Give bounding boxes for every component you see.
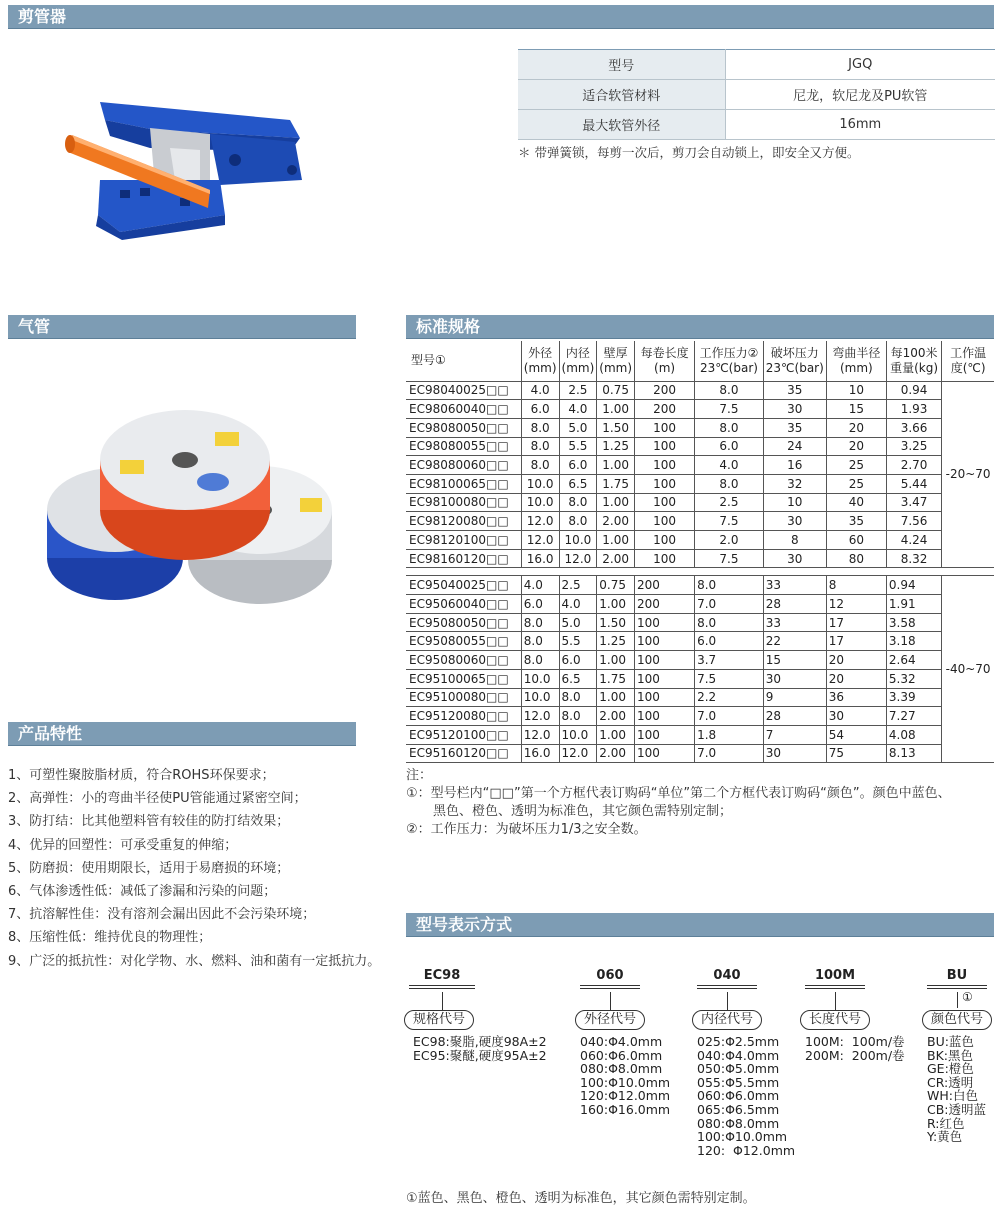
column-header: 工作温 度(℃) [942, 341, 994, 381]
table-cell: 35 [763, 381, 826, 400]
table-cell: EC95100080□□ [406, 688, 521, 707]
table-cell: 40 [826, 493, 886, 512]
table-cell: 8.0 [559, 707, 597, 726]
table-cell: 100 [635, 688, 695, 707]
table-cell: 1.00 [597, 595, 635, 614]
table-row [518, 110, 995, 140]
section-bar-cutter [8, 5, 994, 29]
table-cell: 4.0 [521, 576, 559, 595]
table-cell: 8.0 [559, 493, 597, 512]
table-cell: 16.0 [521, 549, 559, 568]
section-title: 型号表示方式 [416, 915, 513, 934]
table-row [518, 80, 995, 110]
model-code-part [580, 968, 640, 989]
code-text: EC98 [423, 968, 461, 983]
section-bar-spec [406, 315, 994, 339]
table-cell: 7.5 [695, 669, 764, 688]
table-cell: 8.0 [521, 418, 559, 437]
table-cell: 30 [826, 707, 886, 726]
spec-notes [406, 767, 951, 839]
table-cell: 100 [635, 632, 695, 651]
table-row [406, 381, 994, 400]
table-cell: 100 [635, 493, 695, 512]
table-cell: 8.0 [521, 613, 559, 632]
table-cell: 3.25 [886, 437, 941, 456]
table-cell: 7 [763, 725, 826, 744]
table-cell: 17 [826, 632, 886, 651]
table-row [406, 456, 994, 475]
table-cell: 33 [763, 576, 826, 595]
table-cell: 8.0 [521, 437, 559, 456]
table-cell: 4.0 [521, 381, 559, 400]
table-cell: 3.39 [886, 688, 941, 707]
table-cell: 0.94 [886, 576, 941, 595]
code-label-pill: 外径代号 [575, 1010, 645, 1030]
model-code-part [927, 968, 987, 989]
table-row [406, 651, 994, 670]
table-cell: 7.56 [886, 512, 941, 531]
table-cell: 1.00 [597, 493, 635, 512]
table-cell: 16 [763, 456, 826, 475]
table-cell: 10.0 [559, 725, 597, 744]
pipe-cutter-image [60, 90, 320, 250]
table-cell: 10.0 [521, 493, 559, 512]
table-row [406, 576, 994, 595]
table-cell: 2.00 [597, 512, 635, 531]
table-cell: 5.5 [559, 437, 597, 456]
table-cell: 32 [763, 474, 826, 493]
column-header: 型号① [406, 341, 521, 381]
table-cell: 200 [635, 400, 695, 419]
table-cell: 2.5 [559, 576, 597, 595]
table-cell: 54 [826, 725, 886, 744]
table-cell: 8.0 [521, 651, 559, 670]
section-bar-model [406, 913, 994, 937]
table-cell: 28 [763, 595, 826, 614]
table-cell: 5.32 [886, 669, 941, 688]
table-cell: 5.44 [886, 474, 941, 493]
table-cell: 12 [826, 595, 886, 614]
table-cell: EC98160120□□ [406, 549, 521, 568]
tube-spec-table [406, 341, 994, 763]
list-item: 2、高弹性：小的弯曲半径使PU管能通过紧密空间； [8, 791, 307, 807]
temp-range-cell: -20~70 [942, 381, 994, 568]
table-cell: 30 [763, 512, 826, 531]
table-row [406, 707, 994, 726]
table-cell: 35 [826, 512, 886, 531]
table-cell: 12.0 [521, 725, 559, 744]
table-cell: 30 [763, 669, 826, 688]
table-cell: 30 [763, 744, 826, 763]
table-cell: 4.08 [886, 725, 941, 744]
table-cell: EC95100065□□ [406, 669, 521, 688]
table-cell: 8.0 [695, 613, 764, 632]
table-cell: 1.00 [597, 688, 635, 707]
table-row [406, 613, 994, 632]
column-header: 壁厚 (mm) [597, 341, 635, 381]
table-row [406, 493, 994, 512]
table-cell: 100 [635, 437, 695, 456]
table-cell: 8.0 [695, 418, 764, 437]
temp-range-cell: -40~70 [942, 576, 994, 763]
table-cell: 6.5 [559, 669, 597, 688]
table-cell: 36 [826, 688, 886, 707]
table-row [406, 531, 994, 550]
table-cell: 4.0 [559, 595, 597, 614]
table-cell: 4.24 [886, 531, 941, 550]
table-cell: 6.0 [521, 400, 559, 419]
note-2: ②：工作压力：为破坏压力1/3之安全数。 [406, 822, 647, 837]
table-cell: 20 [826, 437, 886, 456]
table-cell: 1.75 [597, 474, 635, 493]
code-label-pill: 颜色代号 [922, 1010, 992, 1030]
column-header: 每卷长度 (m) [635, 341, 695, 381]
table-cell: 200 [635, 576, 695, 595]
table-cell: 8.32 [886, 549, 941, 568]
code-description: 040:Φ4.0mm 060:Φ6.0mm 080:Φ8.0mm 100:Φ10.0mm 120:Φ12.0mm 160:Φ16.0mm [580, 1034, 671, 1117]
table-cell: 6.0 [559, 456, 597, 475]
table-cell: 3.58 [886, 613, 941, 632]
table-row [406, 418, 994, 437]
table-row [518, 50, 995, 80]
table-cell: 12.0 [521, 531, 559, 550]
section-title: 产品特性 [18, 724, 83, 743]
table-cell: EC95080055□□ [406, 632, 521, 651]
table-cell: 100 [635, 744, 695, 763]
table-cell: 2.70 [886, 456, 941, 475]
table-cell: 2.2 [695, 688, 764, 707]
table-row [406, 512, 994, 531]
table-cell: 10.0 [521, 669, 559, 688]
table-cell: 0.75 [597, 576, 635, 595]
table-cell: 7.27 [886, 707, 941, 726]
table-cell: 35 [763, 418, 826, 437]
table-cell: 24 [763, 437, 826, 456]
features-list [8, 764, 380, 973]
table-cell: 75 [826, 744, 886, 763]
table-cell: 2.00 [597, 707, 635, 726]
table-cell: 100 [635, 456, 695, 475]
code-text: BU [946, 968, 968, 983]
table-cell: EC98120100□□ [406, 531, 521, 550]
table-cell: 7.0 [695, 595, 764, 614]
table-cell: 10.0 [521, 688, 559, 707]
bu-footnote-mark: ① [962, 990, 973, 1004]
table-cell: EC98080055□□ [406, 437, 521, 456]
list-item: 1、可塑性聚胺脂材质，符合ROHS环保要求； [8, 768, 275, 783]
table-cell: EC98080050□□ [406, 418, 521, 437]
code-text: 100M [814, 968, 856, 983]
table-cell: 7.0 [695, 707, 764, 726]
table-cell: 2.0 [695, 531, 764, 550]
column-header: 弯曲半径 (mm) [826, 341, 886, 381]
table-cell: 2.5 [559, 381, 597, 400]
table-cell: 100 [635, 549, 695, 568]
table-cell: EC95080060□□ [406, 651, 521, 670]
section-title: 气管 [18, 317, 51, 336]
list-item: 8、压缩性低：维持优良的物理性； [8, 930, 212, 946]
table-row [406, 744, 994, 763]
table-cell: 17 [826, 613, 886, 632]
list-item: 4、优异的回塑性：可承受重复的伸缩； [8, 837, 238, 853]
column-header: 工作压力② 23℃(bar) [695, 341, 764, 381]
table-row [406, 549, 994, 568]
table-cell: 5.0 [559, 613, 597, 632]
table-cell: 30 [763, 549, 826, 568]
table-row [406, 595, 994, 614]
table-cell: 1.8 [695, 725, 764, 744]
table-cell: 6.0 [695, 632, 764, 651]
section-bar-tube [8, 315, 356, 339]
table-cell: EC95040025□□ [406, 576, 521, 595]
table-cell: 100 [635, 418, 695, 437]
table-cell: 100 [635, 669, 695, 688]
table-cell: EC95160120□□ [406, 744, 521, 763]
list-item: 6、气体渗透性低：减低了渗漏和污染的问题； [8, 884, 277, 900]
table-cell: 6.5 [559, 474, 597, 493]
table-cell: 100 [635, 474, 695, 493]
table-cell: EC98120080□□ [406, 512, 521, 531]
table-cell: 7.0 [695, 744, 764, 763]
table-cell: 28 [763, 707, 826, 726]
table-cell: 8.0 [521, 632, 559, 651]
spec-value: 16mm [725, 110, 995, 140]
note-1b: 黑色、橙色、透明为标准色，其它颜色需特别定制； [433, 804, 733, 819]
table-cell: 1.00 [597, 531, 635, 550]
table-cell: EC95120100□□ [406, 725, 521, 744]
table-cell: EC95060040□□ [406, 595, 521, 614]
table-cell: 25 [826, 474, 886, 493]
table-cell: 1.00 [597, 725, 635, 744]
table-cell: EC95120080□□ [406, 707, 521, 726]
list-item: 3、防打结：比其他塑料管有较佳的防打结效果； [8, 814, 290, 830]
column-header: 外径 (mm) [521, 341, 559, 381]
table-cell: EC95080050□□ [406, 613, 521, 632]
code-description: 100M: 100m/卷 200M: 200m/卷 [805, 1034, 905, 1063]
table-cell: 100 [635, 613, 695, 632]
table-cell: 1.00 [597, 651, 635, 670]
table-cell: 10 [763, 493, 826, 512]
table-cell: 7.5 [695, 512, 764, 531]
table-cell: 2.5 [695, 493, 764, 512]
table-cell: 20 [826, 669, 886, 688]
table-cell: 1.93 [886, 400, 941, 419]
table-cell: 1.91 [886, 595, 941, 614]
table-cell: 4.0 [559, 400, 597, 419]
spec-value: JGQ [725, 50, 995, 80]
table-cell: 8 [826, 576, 886, 595]
code-label-pill: 内径代号 [692, 1010, 762, 1030]
table-cell: 30 [763, 400, 826, 419]
table-cell: 8.13 [886, 744, 941, 763]
table-cell: 1.25 [597, 437, 635, 456]
table-cell: EC98100065□□ [406, 474, 521, 493]
column-header: 破坏压力 23℃(bar) [763, 341, 826, 381]
table-cell: 6.0 [695, 437, 764, 456]
table-row [406, 669, 994, 688]
table-cell: 80 [826, 549, 886, 568]
table-cell: 10 [826, 381, 886, 400]
note-1a: ①：型号栏内“□□”第一个方框代表订购码“单位”第二个方框代表订购码“颜色”。颜色中蓝色、 [406, 786, 951, 801]
table-cell: 7.5 [695, 549, 764, 568]
table-cell: 12.0 [559, 549, 597, 568]
table-cell: 20 [826, 651, 886, 670]
spec-label: 型号 [518, 50, 725, 80]
table-cell: 10.0 [559, 531, 597, 550]
spec-label: 最大软管外径 [518, 110, 725, 140]
code-text: 060 [596, 968, 624, 983]
table-cell: EC98080060□□ [406, 456, 521, 475]
table-cell: 15 [826, 400, 886, 419]
table-cell: 8 [763, 531, 826, 550]
table-cell: 2.64 [886, 651, 941, 670]
section-bar-features [8, 722, 356, 746]
model-code-part [409, 968, 475, 989]
code-text: 040 [713, 968, 741, 983]
cutter-spec-table [518, 49, 995, 140]
table-row [406, 474, 994, 493]
table-cell: EC98060040□□ [406, 400, 521, 419]
list-item: 5、防磨损：使用期限长，适用于易磨损的环境； [8, 860, 290, 876]
table-cell: 5.0 [559, 418, 597, 437]
table-cell: 3.47 [886, 493, 941, 512]
table-row [406, 400, 994, 419]
spec-value: 尼龙，软尼龙及PU软管 [725, 80, 995, 110]
table-cell: 2.00 [597, 744, 635, 763]
spec-label: 适合软管材料 [518, 80, 725, 110]
table-cell: 100 [635, 512, 695, 531]
table-cell: 25 [826, 456, 886, 475]
table-cell: 4.0 [695, 456, 764, 475]
table-cell: 15 [763, 651, 826, 670]
code-description: 025:Φ2.5mm 040:Φ4.0mm 050:Φ5.0mm 055:Φ5.5mm 060:Φ6.0mm 065:Φ6.5mm 080:Φ8.0mm 100:Φ10.0mm 120: Φ12.0mm [697, 1034, 796, 1158]
table-cell: 0.75 [597, 381, 635, 400]
table-cell: 2.00 [597, 549, 635, 568]
table-cell: 1.75 [597, 669, 635, 688]
code-description: EC98:聚脂,硬度98A±2 EC95:聚醚,硬度95A±2 [413, 1034, 547, 1063]
table-cell: 7.5 [695, 400, 764, 419]
table-cell: 0.94 [886, 381, 941, 400]
table-cell: 1.50 [597, 613, 635, 632]
table-cell: 100 [635, 707, 695, 726]
table-cell: EC98040025□□ [406, 381, 521, 400]
table-cell: 60 [826, 531, 886, 550]
table-cell: EC98100080□□ [406, 493, 521, 512]
table-cell: 12.0 [521, 707, 559, 726]
code-description: BU:蓝色 BK:黑色 GE:橙色 CR:透明 WH:白色 CB:透明蓝 R:红色 Y:黄色 [927, 1034, 987, 1145]
list-item: 7、抗溶解性佳：没有溶剂会漏出因此不会污染环境； [8, 907, 316, 923]
section-title: 标准规格 [416, 317, 481, 336]
table-cell: 1.00 [597, 456, 635, 475]
table-cell: 8.0 [559, 512, 597, 531]
table-cell: 3.18 [886, 632, 941, 651]
table-cell: 12.0 [559, 744, 597, 763]
section-title: 剪管器 [18, 7, 67, 26]
table-cell: 3.66 [886, 418, 941, 437]
table-cell: 100 [635, 725, 695, 744]
table-cell: 200 [635, 381, 695, 400]
table-cell: 1.25 [597, 632, 635, 651]
table-cell: 8.0 [695, 576, 764, 595]
table-cell: 100 [635, 651, 695, 670]
table-cell: 3.7 [695, 651, 764, 670]
model-code-part [805, 968, 865, 989]
table-cell: 6.0 [559, 651, 597, 670]
table-cell: 6.0 [521, 595, 559, 614]
table-cell: 8.0 [695, 381, 764, 400]
table-cell: 1.50 [597, 418, 635, 437]
column-header: 每100米 重量(kg) [886, 341, 941, 381]
table-cell: 33 [763, 613, 826, 632]
table-row [406, 725, 994, 744]
list-item: 9、广泛的抵抗性：对化学物、水、燃料、油和菌有一定抵抗力。 [8, 953, 381, 969]
cutter-note: ＊ 带弹簧锁，每剪一次后，剪刀会自动锁上，即安全又方便。 [518, 145, 860, 160]
table-row [406, 688, 994, 707]
color-footnote: ①蓝色、黑色、橙色、透明为标准色，其它颜色需特别定制。 [406, 1191, 756, 1206]
table-row [406, 437, 994, 456]
table-cell: 5.5 [559, 632, 597, 651]
table-cell: 9 [763, 688, 826, 707]
table-cell: 16.0 [521, 744, 559, 763]
table-cell: 8.0 [695, 474, 764, 493]
table-row [406, 632, 994, 651]
table-cell: 100 [635, 531, 695, 550]
table-cell: 1.00 [597, 400, 635, 419]
table-cell: 22 [763, 632, 826, 651]
table-cell: 20 [826, 418, 886, 437]
column-header: 内径 (mm) [559, 341, 597, 381]
notes-title: 注： [406, 768, 433, 783]
code-label-pill: 长度代号 [800, 1010, 870, 1030]
table-cell: 200 [635, 595, 695, 614]
table-cell: 10.0 [521, 474, 559, 493]
table-cell: 8.0 [521, 456, 559, 475]
code-label-pill: 规格代号 [404, 1010, 474, 1030]
table-cell: 8.0 [559, 688, 597, 707]
model-code-part [697, 968, 757, 989]
tube-reels-image [45, 410, 345, 610]
table-cell: 12.0 [521, 512, 559, 531]
